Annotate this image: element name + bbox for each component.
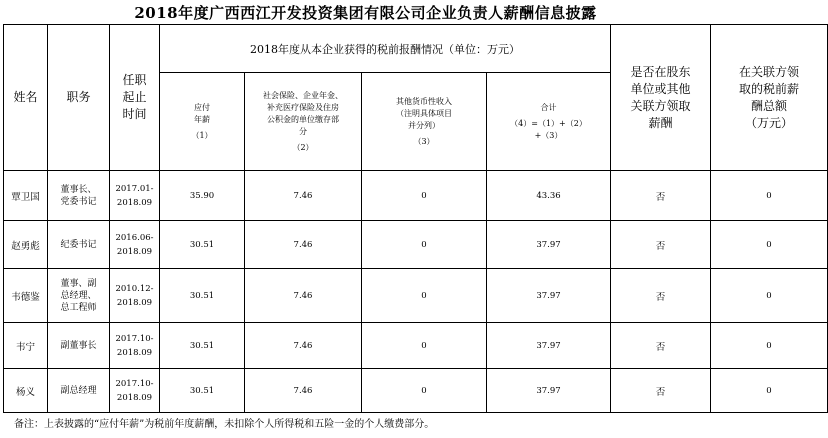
header-term: 任职 起止 时间 — [110, 25, 160, 171]
cell-position: 董事长、 党委书记 — [48, 171, 110, 221]
cell-related-pay: 0 — [711, 369, 828, 413]
header-other: 其他货币性收入 （注明具体项目 并分列） — [396, 96, 452, 130]
cell-other: 0 — [362, 171, 487, 221]
cell-position: 纪委书记 — [48, 221, 110, 269]
cell-name: 覃卫国 — [4, 171, 48, 221]
header-position: 职务 — [48, 25, 110, 171]
cell-related-pay: 0 — [711, 323, 828, 369]
cell-term: 2010.12- 2018.09 — [110, 269, 160, 323]
header-salary: 应付 年薪 — [194, 102, 210, 124]
header-related-pay: 在关联方领 取的税前薪 酬总额 （万元） — [711, 25, 828, 171]
cell-term: 2017.10- 2018.09 — [110, 369, 160, 413]
cell-related-pay: 0 — [711, 269, 828, 323]
cell-shareholder-pay: 否 — [611, 269, 711, 323]
table-row — [4, 269, 828, 323]
cell-total: 37.97 — [487, 221, 611, 269]
cell-salary: 30.51 — [160, 269, 245, 323]
cell-position: 董事、副 总经理、 总工程师 — [48, 269, 110, 323]
cell-related-pay: 0 — [711, 221, 828, 269]
cell-name: 韦宁 — [4, 323, 48, 369]
cell-total: 43.36 — [487, 171, 611, 221]
table-row — [4, 221, 828, 269]
cell-name: 韦德鉴 — [4, 269, 48, 323]
cell-shareholder-pay: 否 — [611, 323, 711, 369]
header-row-top — [4, 25, 828, 73]
header-salary-cell — [160, 73, 245, 171]
cell-total: 37.97 — [487, 323, 611, 369]
salary-disclosure-table — [3, 24, 828, 413]
cell-term: 2016.06- 2018.09 — [110, 221, 160, 269]
header-total-cell — [487, 73, 611, 171]
table-row — [4, 171, 828, 221]
header-other-cell — [362, 73, 487, 171]
cell-insurance: 7.46 — [245, 323, 362, 369]
cell-name: 杨义 — [4, 369, 48, 413]
table-row — [4, 369, 828, 413]
header-salary-num: （1） — [191, 130, 213, 140]
cell-insurance: 7.46 — [245, 369, 362, 413]
footnote: 备注：上表披露的“应付年薪”为税前年度薪酬，未扣除个人所得税和五险一金的个人缴费部分。 — [14, 419, 435, 430]
header-insurance-num: （2） — [292, 142, 314, 152]
cell-shareholder-pay: 否 — [611, 171, 711, 221]
cell-shareholder-pay: 否 — [611, 221, 711, 269]
header-total: 合计 — [540, 102, 557, 112]
header-shareholder-pay: 是否在股东 单位或其他 关联方领取 薪酬 — [611, 25, 711, 171]
cell-salary: 30.51 — [160, 323, 245, 369]
cell-name: 赵勇彪 — [4, 221, 48, 269]
table-row — [4, 323, 828, 369]
cell-insurance: 7.46 — [245, 171, 362, 221]
cell-other: 0 — [362, 221, 487, 269]
cell-salary: 30.51 — [160, 369, 245, 413]
header-name: 姓名 — [4, 25, 48, 171]
cell-other: 0 — [362, 323, 487, 369]
header-pretax-group: 2018年度从本企业获得的税前报酬情况（单位：万元） — [160, 25, 611, 73]
cell-salary: 35.90 — [160, 171, 245, 221]
cell-position: 副董事长 — [48, 323, 110, 369]
cell-position: 副总经理 — [48, 369, 110, 413]
cell-shareholder-pay: 否 — [611, 369, 711, 413]
page-title: 2018年度广西西江开发投资集团有限公司企业负责人薪酬信息披露 — [134, 4, 597, 22]
header-other-num: （3） — [413, 136, 435, 146]
cell-insurance: 7.46 — [245, 269, 362, 323]
cell-insurance: 7.46 — [245, 221, 362, 269]
cell-other: 0 — [362, 269, 487, 323]
cell-total: 37.97 — [487, 369, 611, 413]
cell-total: 37.97 — [487, 269, 611, 323]
header-insurance-cell — [245, 73, 362, 171]
header-total-formula: （4）=（1）+（2） +（3） — [510, 118, 587, 140]
cell-other: 0 — [362, 369, 487, 413]
cell-salary: 30.51 — [160, 221, 245, 269]
cell-term: 2017.10- 2018.09 — [110, 323, 160, 369]
header-insurance: 社会保险、企业年金、 补充医疗保险及住房 公积金的单位缴存部 分 — [263, 90, 343, 136]
cell-term: 2017.01- 2018.09 — [110, 171, 160, 221]
cell-related-pay: 0 — [711, 171, 828, 221]
